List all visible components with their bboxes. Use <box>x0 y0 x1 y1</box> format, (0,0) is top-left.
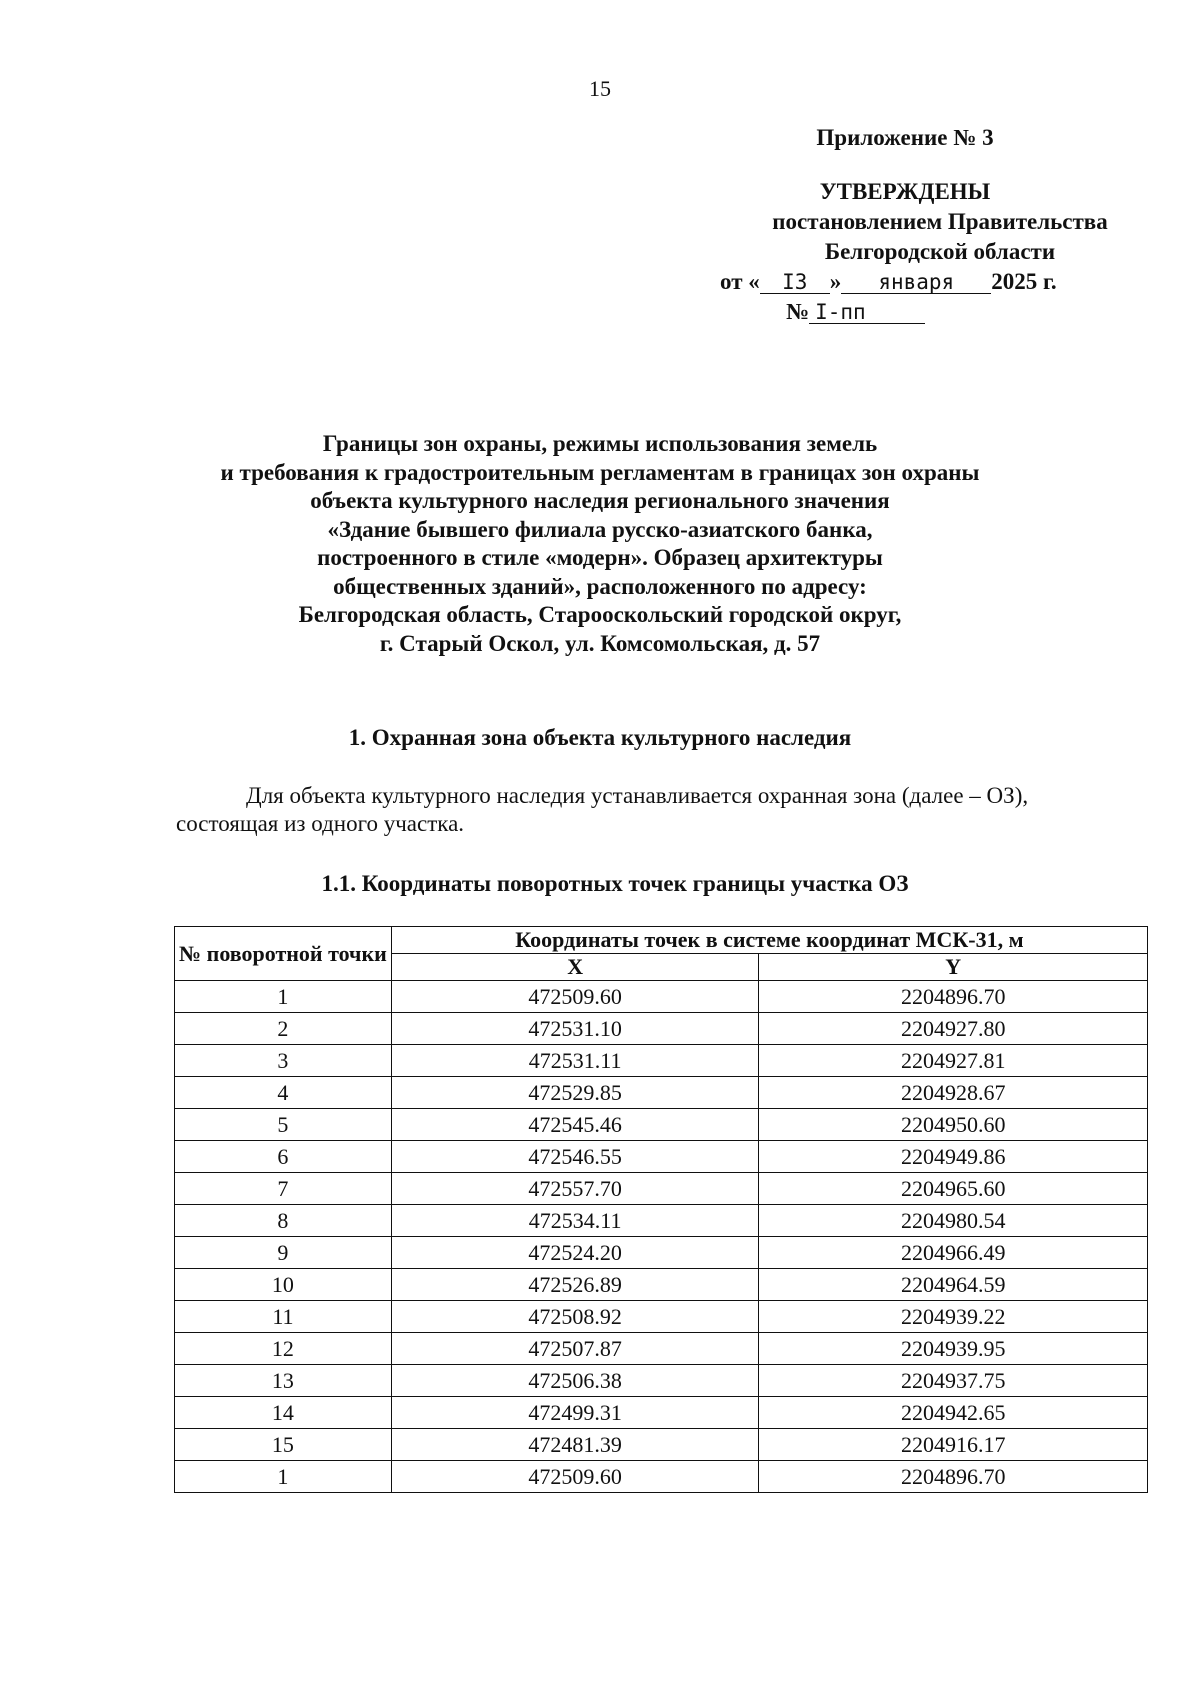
y-coordinate-cell: 2204942.65 <box>759 1397 1148 1429</box>
table-row <box>175 1013 1148 1045</box>
table-body <box>175 981 1148 1493</box>
number-prefix: № <box>786 299 810 324</box>
x-coordinate-cell: 472546.55 <box>391 1141 759 1173</box>
x-coordinate-cell: 472481.39 <box>391 1429 759 1461</box>
point-number-cell: 11 <box>175 1301 392 1333</box>
table-heading: 1.1. Координаты поворотных точек границы участка ОЗ <box>321 871 909 896</box>
coordinates-table <box>174 926 1148 1493</box>
x-coordinate-cell: 472545.46 <box>391 1109 759 1141</box>
x-coordinate-cell: 472506.38 <box>391 1365 759 1397</box>
date-mid: » <box>829 269 842 294</box>
table-row <box>175 1333 1148 1365</box>
paragraph-line: состоящая из одного участка. <box>176 811 465 836</box>
table-row <box>175 1141 1148 1173</box>
title-line: объекта культурного наследия регионального значения <box>310 488 890 513</box>
y-coordinate-cell: 2204928.67 <box>759 1077 1148 1109</box>
y-coordinate-cell: 2204950.60 <box>759 1109 1148 1141</box>
approval-date <box>720 268 1160 296</box>
section-heading: 1. Охранная зона объекта культурного наследия <box>348 725 852 750</box>
number-value: I-пп <box>809 301 925 324</box>
document-title <box>150 430 1050 658</box>
title-line: «Здание бывшего филиала русско-азиатского банка, <box>327 516 873 542</box>
date-day: I3 <box>760 271 830 294</box>
header-y: Y <box>759 954 1148 981</box>
table-row <box>175 1365 1148 1397</box>
x-coordinate-cell: 472534.11 <box>391 1205 759 1237</box>
point-number-cell: 10 <box>175 1269 392 1301</box>
table-row <box>175 1077 1148 1109</box>
table-row <box>175 1461 1148 1493</box>
title-line: Границы зон охраны, режимы использования земель <box>322 431 878 456</box>
point-number-cell: 15 <box>175 1429 392 1461</box>
x-coordinate-cell: 472526.89 <box>391 1269 759 1301</box>
x-coordinate-cell: 472507.87 <box>391 1333 759 1365</box>
section-paragraph <box>176 782 1156 838</box>
x-coordinate-cell: 472508.92 <box>391 1301 759 1333</box>
x-coordinate-cell: 472531.11 <box>391 1045 759 1077</box>
point-number-cell: 14 <box>175 1397 392 1429</box>
x-coordinate-cell: 472557.70 <box>391 1173 759 1205</box>
approval-region: Белгородской области <box>824 239 1056 264</box>
table-row <box>175 1301 1148 1333</box>
y-coordinate-cell: 2204939.22 <box>759 1301 1148 1333</box>
title-line: г. Старый Оскол, ул. Комсомольская, д. 57 <box>379 630 821 656</box>
y-coordinate-cell: 2204896.70 <box>759 981 1148 1013</box>
approval-authority: постановлением Правительства <box>772 209 1108 234</box>
y-coordinate-cell: 2204966.49 <box>759 1237 1148 1269</box>
header-point-number: № поворотной точки <box>175 927 392 981</box>
x-coordinate-cell: 472531.10 <box>391 1013 759 1045</box>
point-number-cell: 4 <box>175 1077 392 1109</box>
x-coordinate-cell: 472509.60 <box>391 981 759 1013</box>
approved-label: УТВЕРЖДЕНЫ <box>819 179 991 204</box>
table-row <box>175 1429 1148 1461</box>
title-line: и требования к градостроительным регламентам в границах зон охраны <box>220 459 980 485</box>
table-row <box>175 1269 1148 1301</box>
page-number: 15 <box>589 76 611 101</box>
x-coordinate-cell: 472499.31 <box>391 1397 759 1429</box>
point-number-cell: 13 <box>175 1365 392 1397</box>
y-coordinate-cell: 2204916.17 <box>759 1429 1148 1461</box>
header-coordinates: Координаты точек в системе координат МСК-31, м <box>391 927 1147 954</box>
table-row <box>175 1237 1148 1269</box>
header-x: X <box>391 954 759 981</box>
point-number-cell: 5 <box>175 1109 392 1141</box>
table-row <box>175 1109 1148 1141</box>
title-line: общественных зданий», расположенного по адресу: <box>333 573 867 599</box>
point-number-cell: 9 <box>175 1237 392 1269</box>
point-number-cell: 12 <box>175 1333 392 1365</box>
appendix-label: Приложение № 3 <box>816 125 994 150</box>
y-coordinate-cell: 2204965.60 <box>759 1173 1148 1205</box>
table-row <box>175 1045 1148 1077</box>
title-line: построенного в стиле «модерн». Образец архитектуры <box>317 545 883 570</box>
title-line: Белгородская область, Старооскольский городской округ, <box>298 602 902 627</box>
point-number-cell: 7 <box>175 1173 392 1205</box>
y-coordinate-cell: 2204937.75 <box>759 1365 1148 1397</box>
y-coordinate-cell: 2204980.54 <box>759 1205 1148 1237</box>
date-year: 2025 г. <box>991 269 1057 294</box>
point-number-cell: 8 <box>175 1205 392 1237</box>
y-coordinate-cell: 2204939.95 <box>759 1333 1148 1365</box>
point-number-cell: 6 <box>175 1141 392 1173</box>
point-number-cell: 3 <box>175 1045 392 1077</box>
approval-number <box>786 298 925 326</box>
y-coordinate-cell: 2204927.80 <box>759 1013 1148 1045</box>
y-coordinate-cell: 2204927.81 <box>759 1045 1148 1077</box>
x-coordinate-cell: 472529.85 <box>391 1077 759 1109</box>
table-row <box>175 1397 1148 1429</box>
x-coordinate-cell: 472509.60 <box>391 1461 759 1493</box>
table-row <box>175 1173 1148 1205</box>
table-row <box>175 981 1148 1013</box>
point-number-cell: 1 <box>175 1461 392 1493</box>
x-coordinate-cell: 472524.20 <box>391 1237 759 1269</box>
date-prefix: от « <box>720 269 760 294</box>
paragraph-line: Для объекта культурного наследия устанавливается охранная зона (далее – ОЗ), <box>246 783 1029 808</box>
table-row <box>175 1205 1148 1237</box>
point-number-cell: 1 <box>175 981 392 1013</box>
date-month: января <box>841 271 991 294</box>
point-number-cell: 2 <box>175 1013 392 1045</box>
y-coordinate-cell: 2204964.59 <box>759 1269 1148 1301</box>
y-coordinate-cell: 2204896.70 <box>759 1461 1148 1493</box>
y-coordinate-cell: 2204949.86 <box>759 1141 1148 1173</box>
